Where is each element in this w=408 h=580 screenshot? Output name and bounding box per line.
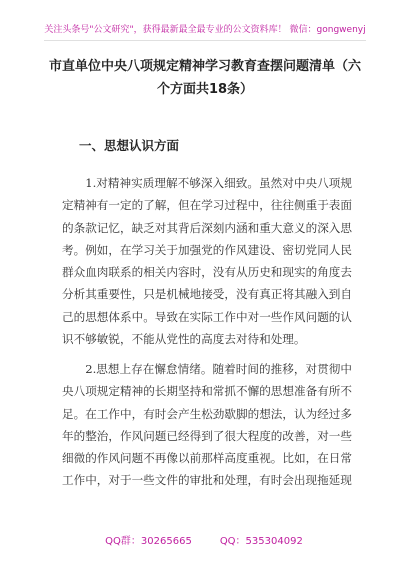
footer-qq-group: QQ群：30265665 — [105, 536, 192, 547]
document-title: 市直单位中央八项规定精神学习教育查摆问题清单（六个方面共18条） — [48, 59, 361, 97]
paragraph-2: 2.思想上存在懈怠情绪。随着时间的推移，对贯彻中央八项规定精神的长期坚持和常抓不懈的思想准备有所不足。在工作中，有时会产生松劲歇脚的想法，认为经过多年的整治，作风问题已经得到了很大程度的改善，对一些细微的作风问题不再像以前那样高度重视。比如，在日常工作中，对于一些文件的审批和处理，有时会出现拖延现 — [62, 362, 352, 488]
header-promo-text: 关注头条号"公文研究"，获得最新最全最专业的公文资料库！ 微信：gongwenyj — [44, 25, 366, 35]
footer-qq-number: QQ：535304092 — [219, 536, 303, 547]
page-header — [44, 17, 366, 41]
section-heading: 一、思想认识方面 — [79, 138, 180, 153]
page-footer — [0, 532, 408, 547]
paragraph-1: 1.对精神实质理解不够深入细致。虽然对中央八项规定精神有一定的了解，但在学习过程中，往往侧重于表面的条款记忆，缺乏对其背后深刻内涵和重大意义的深入思考。例如，在学习关于加强党的作风建设、密切党同人民群众血肉联系的相关内容时，没有从历史和现实的角度去分析其重要性，只是机械地接受，没有真正将其融入到自己的思想体系中。导致在实际工作中对一些作风问题的认识不够敏锐，不能从党性的高度去对待和处理。 — [62, 176, 352, 347]
